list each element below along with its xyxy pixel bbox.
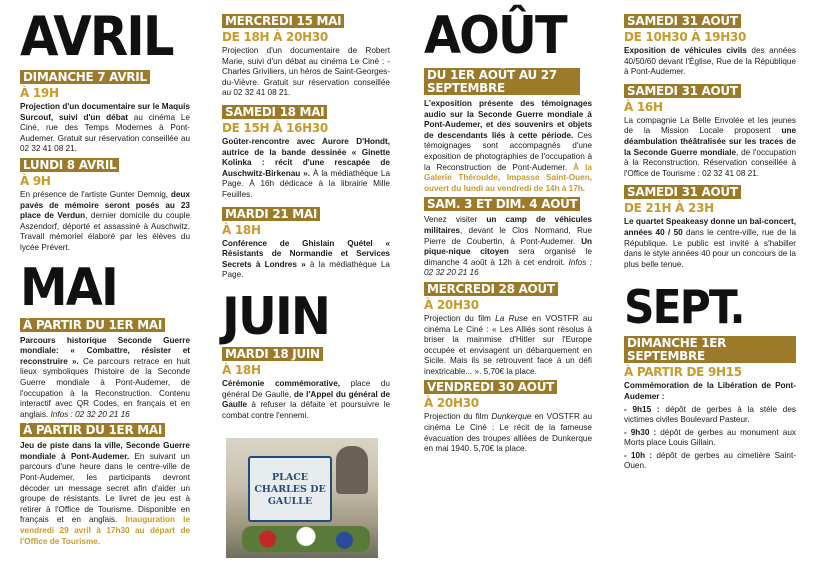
event-time: DE 10H30 À 19H30 bbox=[624, 30, 747, 44]
schedule-line: - 10h : dépôt de gerbes au cimetière Saint-Ouen. bbox=[624, 450, 796, 471]
event-description: L'exposition présente des témoignages audio sur la Seconde Guerre mondiale à Pont-Audemer, et des souvenirs et objets de descendants liés à cette période. Ces témoignages sont accompagnés d'une exposition de photographies de l'occupation à la Reconstruction de Pont-Audemer. À la Galerie Théroulde, Impasse Saint-Ouen, ouvert du lundi au vendredi de 14h à 17h. bbox=[424, 99, 592, 193]
event-description: Projection du film Dunkerque en VOSTFR au cinéma Le Ciné : Le récit de la fameuse évacuation des troupes alliées de Dunkerque en mai 1940. 5,70€ la place. bbox=[424, 412, 593, 454]
event-date: SAMEDI 31 AOÛT bbox=[624, 14, 741, 28]
event-date: SAMEDI 31 AOÛT bbox=[624, 84, 741, 98]
event-description: Projection d'un documentaire de Robert Marie, suivi d'un débat au cinéma Le Ciné : - Charles Griviliers, un héros de Saint-Georges-du-Vièvre. Gratuit sur réservation conseillée au 02 32 41 08 21. bbox=[222, 46, 390, 98]
event-description: Exposition de véhicules civils des années 40/50/60 devant l'Église, Rue de la République à Pont-Audemer. bbox=[624, 46, 796, 77]
event-date: DU 1ER AOÛT AU 27 SEPTEMBRE bbox=[424, 68, 580, 95]
event-description: Projection d'un documentaire sur le Maquis Surcouf, suivi d'un débat au cinéma Le Ciné, rue des Temps Modernes à Pont-Audemer. Gratuit sur réservation conseillée au 02 32 41 08 21. bbox=[20, 102, 190, 154]
event-description: La compagnie La Belle Envolée et les jeunes de la Mission Locale proposent une déambulation théâtralisée sur les traces de la Seconde Guerre mondiale, de l'occupation à la Reconstruction. Réservation conseillée à l'Office de Tourisme : 02 32 41 08 21. bbox=[624, 115, 796, 178]
flower-wreaths bbox=[242, 526, 370, 552]
event-date: VENDREDI 30 AOÛT bbox=[424, 380, 557, 394]
month-title-april: AVRIL bbox=[20, 5, 173, 68]
month-title-september: SEPT. bbox=[624, 280, 744, 335]
event-date: MARDI 21 MAI bbox=[222, 207, 320, 221]
ceremony-photo bbox=[226, 438, 378, 558]
event-date: SAMEDI 31 AOÛT bbox=[624, 185, 741, 199]
portrait-bust bbox=[336, 446, 368, 494]
event-time: DE 21H À 23H bbox=[624, 201, 714, 216]
column-may-june bbox=[222, 0, 390, 421]
event-description: Jeu de piste dans la ville, Seconde Guerre mondiale à Pont-Audemer. En suivant un parcours d'une heure dans le centre-ville de Pont-Audemer, les participants devront décoder un message secret afin d'aider un groupe de résistants. Le livret de jeu est à retirer à l'Office de Tourisme. Disponible en français et en anglais. Inauguration le vendredi 29 avril à 17h30 au départ de l'Office de Tourisme. bbox=[20, 441, 190, 546]
event-time: À 19H bbox=[20, 86, 59, 100]
event-time: À 20H30 bbox=[424, 297, 479, 312]
event-date: DIMANCHE 7 AVRIL bbox=[20, 70, 150, 84]
event-date: SAM. 3 ET DIM. 4 AOÛT bbox=[424, 197, 580, 211]
event-time: À 18H bbox=[222, 222, 261, 237]
event-description: Le quartet Speakeasy donne un bal-concert, années 40 / 50 dans le centre-ville, rue de la République. Le public est invité à s'habiller dans le style années 40 pour un concours de la plus belle tenue. bbox=[624, 217, 796, 269]
event-date: SAMEDI 18 MAI bbox=[222, 105, 327, 119]
event-description: Projection du film La Ruse en VOSTFR au cinéma Le Ciné : « Les Alliés sont résolus à briser la mainmise d'Hitler sur l'Europe occupée et envisagent un débarquement en Sicile. Mais ils se retrouvent face à un défi inextricable... ». 5,70€ la place. bbox=[424, 313, 593, 376]
month-title-june: JUIN bbox=[222, 286, 330, 347]
event-time: DE 18H À 20H30 bbox=[222, 30, 328, 44]
column-april-may bbox=[20, 0, 190, 547]
event-description: En présence de l'artiste Gunter Demnig, deux pavés de mémoire seront posés au 23 place de Verdun, dernier domicile du couple Aszendorf, déporté et assassiné à Auschwitz. Travail mémoriel élaboré par les élèves du lycée Prévert. bbox=[20, 189, 190, 252]
event-description: Cérémonie commémorative, place du général De Gaulle, de l'Appel du général de Gaulle à refuser la défaite et poursuivre le combat contre l'ennemi. bbox=[222, 378, 391, 420]
event-time: À 18H bbox=[222, 362, 261, 377]
event-date: À PARTIR DU 1ER MAI bbox=[20, 423, 165, 437]
month-title-august: AOÛT bbox=[424, 6, 566, 66]
street-sign: PLACE CHARLES DE GAULLE bbox=[248, 456, 332, 522]
event-date: MERCREDI 28 AOÛT bbox=[424, 282, 558, 296]
event-date: MARDI 18 JUIN bbox=[222, 347, 323, 361]
event-time: À 16H bbox=[624, 99, 663, 114]
event-time: À 20H30 bbox=[424, 396, 479, 411]
event-description: Conférence de Ghislain Quétel « Résistants de Normandie et Services Secrets à Londres » à la médiathèque La Page. bbox=[222, 238, 390, 280]
event-description: Venez visiter un camp de véhicules militaires, devant le Clos Normand, Rue Pierre de Coubertin, à Pont-Audemer. Un pique-nique citoyen sera organisé le dimanche 4 août à 12h à cet endroit. Infos : 02 32 20 21 16 bbox=[424, 215, 592, 278]
event-time: À 9H bbox=[20, 173, 51, 188]
column-august-september bbox=[624, 0, 796, 472]
event-date: MERCREDI 15 MAI bbox=[222, 14, 344, 28]
event-date: DIMANCHE 1ER SEPTEMBRE bbox=[624, 336, 796, 363]
event-date: LUNDI 8 AVRIL bbox=[20, 158, 119, 172]
event-time: À PARTIR DE 9H15 bbox=[624, 365, 742, 380]
event-date: À PARTIR DU 1ER MAI bbox=[20, 318, 165, 332]
event-description: Commémoration de la Libération de Pont-Audemer : bbox=[624, 381, 796, 401]
event-time: DE 15H À 16H30 bbox=[222, 120, 328, 135]
month-title-may: MAI bbox=[20, 257, 117, 318]
schedule-line: - 9h30 : dépôt de gerbes au monument aux Morts place Louis Gillain. bbox=[624, 427, 796, 448]
event-description: Parcours historique Seconde Guerre mondiale: « Combattre, résister et reconstruire ». Ce parcours retrace en huit lieux symboliques l'histoire de la Seconde Guerre mondiale à Pont-Audemer, de l'occupation à la Reconstruction. Contenu interactif avec QR Codes, en français et en anglais. Infos : 02 32 20 21 16 bbox=[20, 335, 190, 419]
event-description: Goûter-rencontre avec Aurore D'Hondt, autrice de la bande dessinée « Ginette Kolinka : récit d'une rescapée de Auschwitz-Birkenau ». À la médiathèque La Page. À 16h dédicace à la librairie Mille Feuilles. bbox=[222, 136, 390, 199]
column-august bbox=[424, 0, 592, 455]
schedule-line: - 9h15 : dépôt de gerbes à la stèle des victimes civiles Boulevard Pasteur. bbox=[624, 404, 796, 425]
